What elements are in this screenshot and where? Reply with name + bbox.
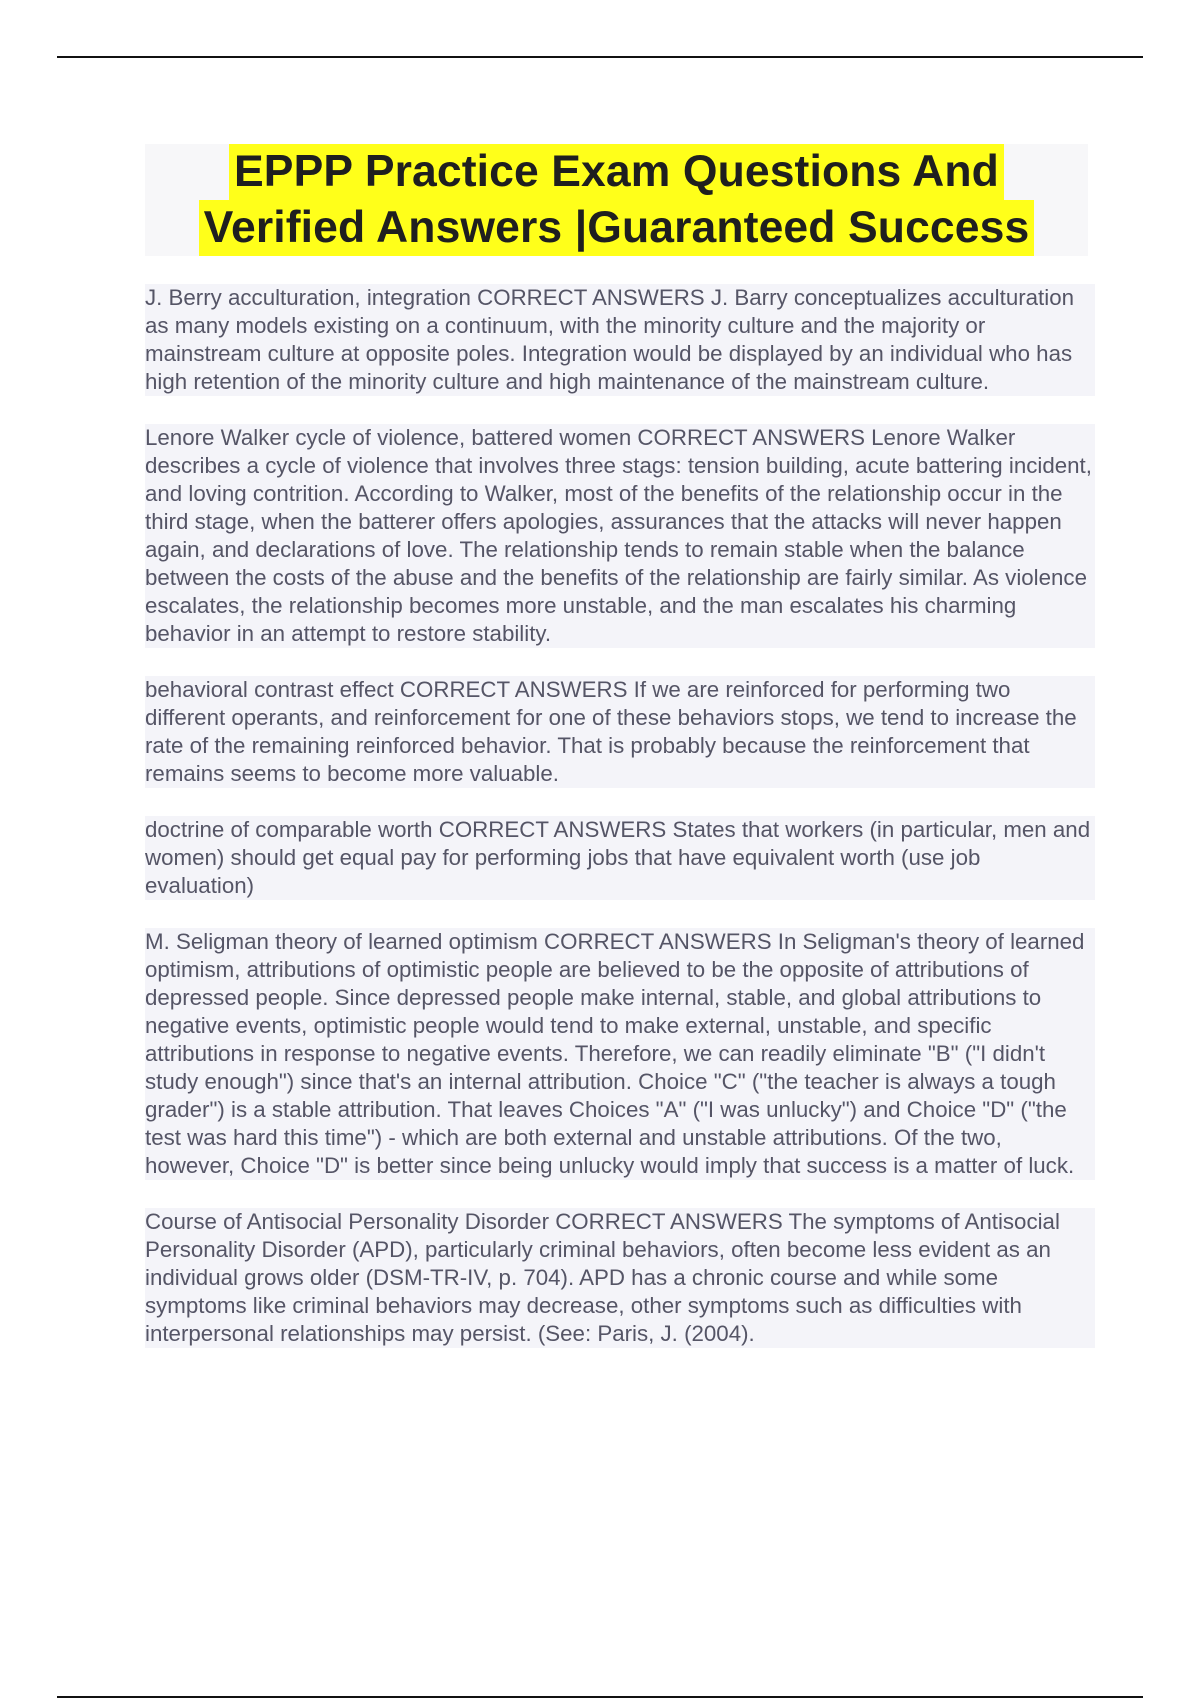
document-body [145, 284, 1095, 1376]
qa-entry-acculturation: J. Berry acculturation, integration CORRECT ANSWERS J. Barry conceptualizes acculturation as many models existing on a continuum, with the minority culture and the majority or mainstream culture at opposite poles. Integration would be displayed by an individual who has high retention of the minority culture and high maintenance of the mainstream culture. [145, 284, 1095, 396]
qa-entry-learned-optimism: M. Seligman theory of learned optimism CORRECT ANSWERS In Seligman's theory of learned optimism, attributions of optimistic people are believed to be the opposite of attributions of depressed people. Since depressed people make internal, stable, and global attributions to negative events, optimistic people would tend to make external, unstable, and specific attributions in response to negative events. Therefore, we can readily eliminate "B" ("I didn't study enough") since that's an internal attribution. Choice "C" ("the teacher is always a tough grader") is a stable attribution. That leaves Choices "A" ("I was unlucky") and Choice "D" ("the test was hard this time") - which are both external and unstable attributions. Of the two, however, Choice "D" is better since being unlucky would imply that success is a matter of luck. [145, 928, 1095, 1180]
title-line-2: Verified Answers |Guaranteed Success [199, 200, 1035, 256]
document-title [145, 144, 1088, 256]
title-line-1: EPPP Practice Exam Questions And [229, 144, 1004, 200]
qa-entry-cycle-of-violence: Lenore Walker cycle of violence, battered women CORRECT ANSWERS Lenore Walker describes a cycle of violence that involves three stags: tension building, acute battering incident, and loving contrition. According to Walker, most of the benefits of the relationship occur in the third stage, when the batterer offers apologies, assurances that the attacks will never happen again, and declarations of love. The relationship tends to remain stable when the balance between the costs of the abuse and the benefits of the relationship are fairly similar. As violence escalates, the relationship becomes more unstable, and the man escalates his charming behavior in an attempt to restore stability. [145, 424, 1095, 648]
top-rule [57, 56, 1143, 58]
qa-entry-antisocial-personality: Course of Antisocial Personality Disorder CORRECT ANSWERS The symptoms of Antisocial Personality Disorder (APD), particularly criminal behaviors, often become less evident as an individual grows older (DSM-TR-IV, p. 704). APD has a chronic course and while some symptoms like criminal behaviors may decrease, other symptoms such as difficulties with interpersonal relationships may persist. (See: Paris, J. (2004). [145, 1208, 1095, 1348]
qa-entry-comparable-worth: doctrine of comparable worth CORRECT ANSWERS States that workers (in particular, men and women) should get equal pay for performing jobs that have equivalent worth (use job evaluation) [145, 816, 1095, 900]
bottom-rule [57, 1696, 1143, 1698]
qa-entry-behavioral-contrast: behavioral contrast effect CORRECT ANSWERS If we are reinforced for performing two different operants, and reinforcement for one of these behaviors stops, we tend to increase the rate of the remaining reinforced behavior. That is probably because the reinforcement that remains seems to become more valuable. [145, 676, 1095, 788]
